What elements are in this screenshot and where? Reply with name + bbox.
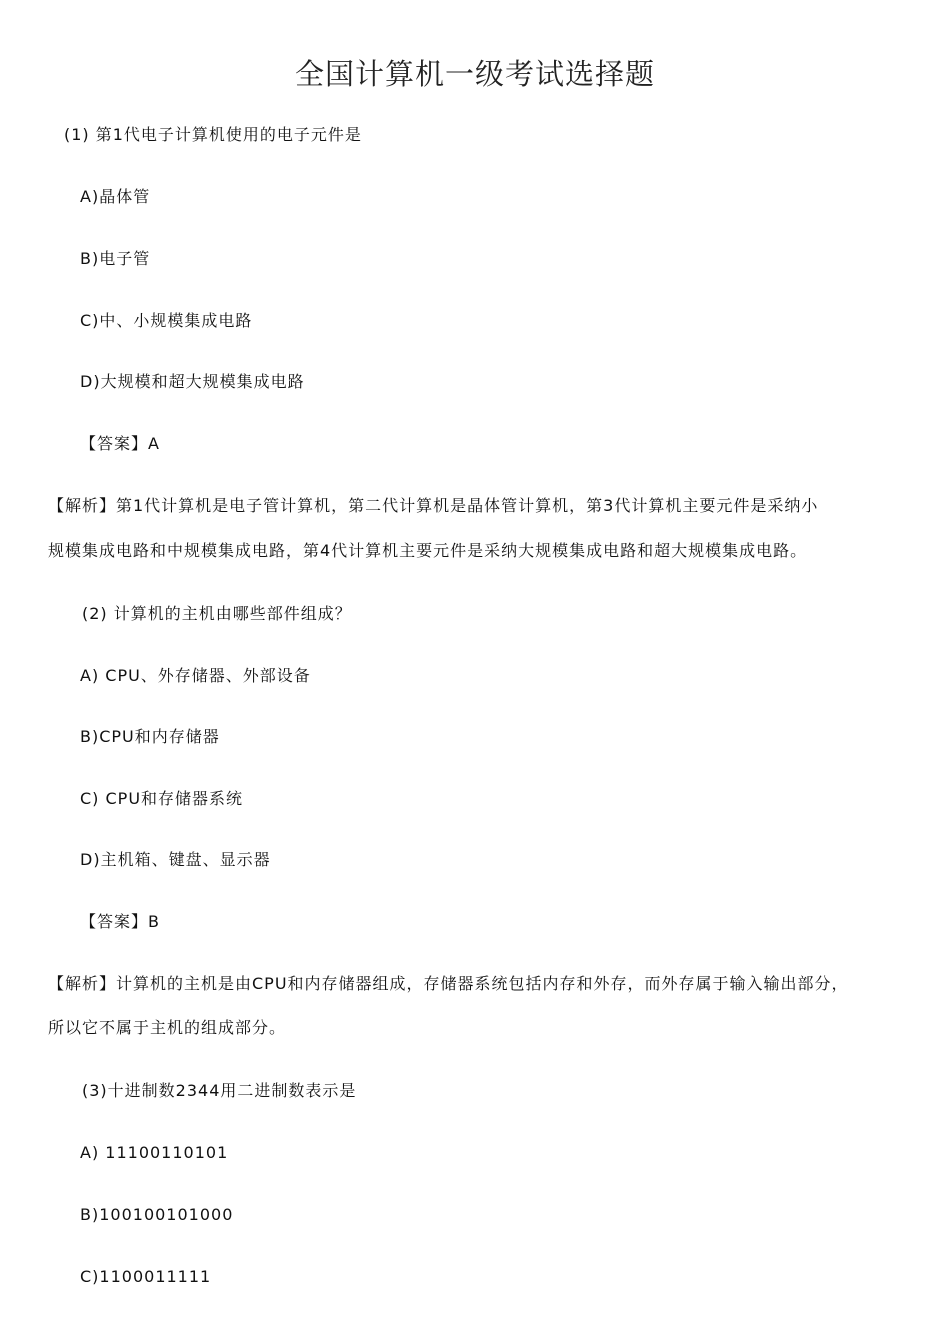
question-1-explanation-line-2: 规模集成电路和中规模集成电路，第4代计算机主要元件是采纳大规模集成电路和超大规模集成电路。 [48, 541, 808, 560]
question-1-option-c: C)中、小规模集成电路 [80, 311, 253, 330]
question-1-option-a: A)晶体管 [80, 187, 151, 206]
question-1-explanation-line-1: 【解析】第1代计算机是电子管计算机，第二代计算机是晶体管计算机，第3代计算机主要元件是采纳小 [48, 496, 819, 515]
question-1-answer: 【答案】A [80, 434, 160, 453]
question-1-option-b: B)电子管 [80, 249, 151, 268]
question-2-option-d: D)主机箱、键盘、显示器 [80, 850, 271, 869]
question-2-explanation-line-2: 所以它不属于主机的组成部分。 [48, 1018, 287, 1037]
question-2-explanation-line-1: 【解析】计算机的主机是由CPU和内存储器组成，存储器系统包括内存和外存，而外存属于输入输出部分， [48, 974, 849, 993]
question-2-answer: 【答案】B [80, 912, 160, 931]
question-2-option-b: B)CPU和内存储器 [80, 727, 220, 746]
question-3-option-b: B)100100101000 [80, 1205, 234, 1224]
question-2-stem: (2) 计算机的主机由哪些部件组成？ [82, 604, 352, 623]
question-2-option-a: A) CPU、外存储器、外部设备 [80, 666, 311, 685]
question-1-stem: (1) 第1代电子计算机使用的电子元件是 [64, 125, 362, 144]
question-2-option-c: C) CPU和存储器系统 [80, 789, 244, 808]
question-3-option-a: A) 11100110101 [80, 1143, 229, 1162]
question-1-option-d: D)大规模和超大规模集成电路 [80, 372, 305, 391]
question-3-stem: (3)十进制数2344用二进制数表示是 [82, 1081, 357, 1100]
document-title: 全国计算机一级考试选择题 [294, 57, 655, 91]
question-3-option-c: C)1100011111 [80, 1267, 212, 1286]
